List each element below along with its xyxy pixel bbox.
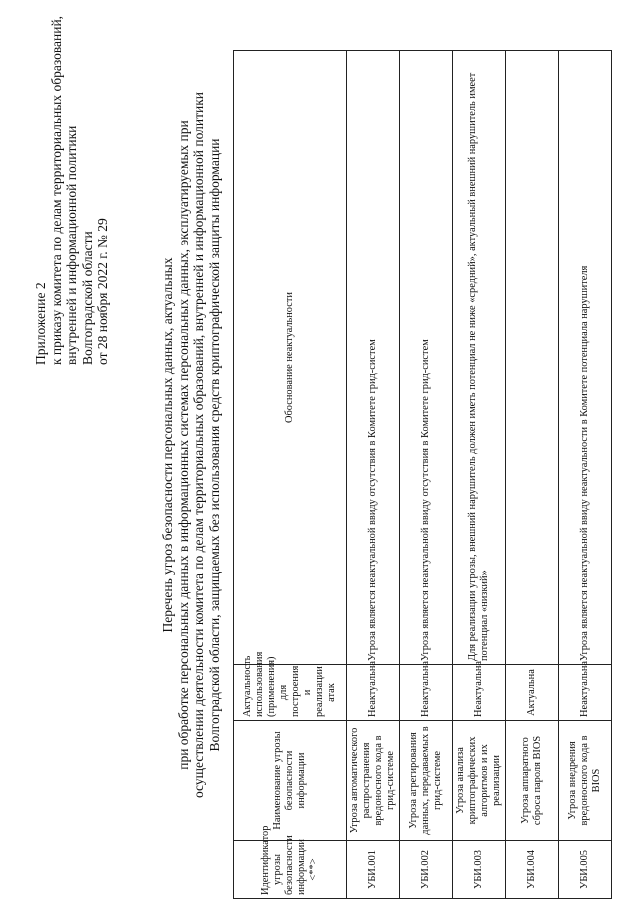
cell-name: Угроза аппаратного сброса пароля BIOS [506, 721, 559, 841]
cell-id: УБИ.003 [453, 841, 506, 899]
appendix-line: от 28 ноября 2022 г. № 29 [95, 218, 110, 365]
cell-id: УБИ.005 [559, 841, 612, 899]
cell-justification: Угроза является неактуальной ввиду отсутствия в Комитете грид-систем [400, 51, 453, 665]
header-id: Идентификатор угрозы безопасности информации <**> [234, 841, 347, 899]
table-row [453, 51, 506, 899]
cell-name: Угроза внедрения вредоносного кода в BIOS [559, 721, 612, 841]
table-row [347, 51, 400, 899]
title-line: осуществлении деятельности комитета по делам территориальных образований, внутренней и информационной политики [191, 91, 206, 799]
cell-actuality: Неактуальна [453, 665, 506, 721]
table-header-row [234, 51, 347, 899]
cell-actuality: Неактуальна [347, 665, 400, 721]
title-line: Волгоградской области, защищаемых без использования средств криптографической защиты информации [206, 138, 222, 752]
cell-justification: Угроза является неактуальной ввиду неактуальности в Комитете потенциала нарушителя [559, 51, 612, 665]
header-name: Наименование угрозы безопасности информации [234, 721, 347, 841]
cell-id: УБИ.001 [347, 841, 400, 899]
cell-actuality: Актуальна [506, 665, 559, 721]
document-title [160, 0, 222, 895]
cell-name: Угроза автоматического распространения вредоносного кода в грид-системе [347, 721, 400, 841]
cell-actuality: Неактуальна [400, 665, 453, 721]
title-line: Перечень угроз безопасности персональных данных, актуальных [160, 257, 175, 633]
appendix-line: к приказу комитета по делам территориальных образований, [48, 15, 64, 365]
cell-name: Угроза агрегирования данных, передаваемых в грид-системе [400, 721, 453, 841]
cell-id: УБИ.004 [506, 841, 559, 899]
header-justification: Обоснование неактуальности [234, 51, 347, 665]
appendix-line: Волгоградской области [79, 231, 95, 365]
header-actuality: Актуальность использования (применения) для построения и реализации атак [234, 665, 347, 721]
table-row [506, 51, 559, 899]
cell-justification: Угроза является неактуальной ввиду отсутствия в Комитете грид-систем [347, 51, 400, 665]
table-row [559, 51, 612, 899]
cell-justification: Для реализации угрозы, внешний нарушитель должен иметь потенциал не ниже «средний», актуальный внешний нарушитель имеет потенциал «низкий» [453, 51, 506, 665]
appendix-line: Приложение 2 [33, 282, 48, 365]
cell-justification [506, 51, 559, 665]
appendix-header [33, 0, 111, 365]
cell-name: Угроза анализа криптографических алгоритмов и их реализации [453, 721, 506, 841]
table-row [400, 51, 453, 899]
appendix-line: внутренней и информационной политики [64, 125, 79, 365]
title-line: при обработке персональных данных в информационных системах персональных данных, эксплуатируемых при [175, 120, 191, 770]
threats-table [233, 50, 612, 899]
cell-id: УБИ.002 [400, 841, 453, 899]
cell-actuality: Неактуальна [559, 665, 612, 721]
